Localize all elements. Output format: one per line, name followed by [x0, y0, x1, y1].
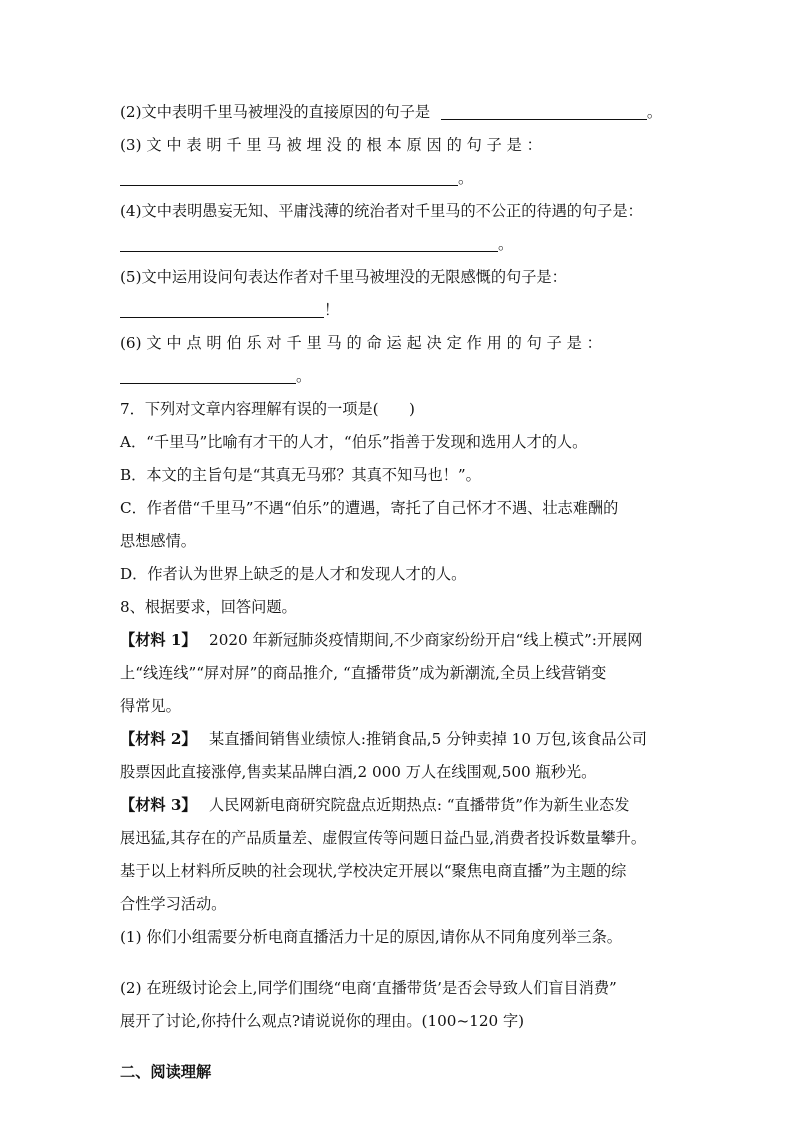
- spacer: [120, 1038, 680, 1056]
- answer-blank[interactable]: [120, 233, 498, 252]
- material-3-tag: 【材料 3】: [120, 796, 190, 814]
- q7-option-a[interactable]: A．“千里马”比喻有才干的人才，“伯乐”指善于发现和选用人才的人。: [120, 433, 588, 451]
- q6-item-5-text: (5)文中运用设问句表达作者对千里马被埋没的无限感慨的句子是：: [120, 268, 567, 286]
- q6-item-6-answer: 。: [120, 360, 680, 393]
- context-line-1: 基于以上材料所反映的社会现状,学校决定开展以“聚焦电商直播”为主题的综: [120, 862, 627, 880]
- answer-blank[interactable]: [120, 365, 296, 384]
- context-line-2: 合性学习活动。: [120, 895, 227, 913]
- q6-item-5: [120, 261, 680, 294]
- q7-option-c-cont: 思想感情。: [120, 532, 196, 550]
- q7-stem: 7．下列对文章内容理解有误的一项是( ): [120, 400, 415, 418]
- q8-sub-question-1: (1) 你们小组需要分析电商直播活力十足的原因,请你从不同角度列举三条。: [120, 928, 622, 946]
- q8-sub-question-2-line-2: 展开了讨论,你持什么观点?请说说你的理由。(100~120 字): [120, 1012, 525, 1030]
- answer-blank[interactable]: [441, 101, 647, 120]
- q6-item-3-answer: 。: [120, 162, 680, 195]
- material-2-tag: 【材料 2】: [120, 730, 190, 748]
- material-1-line-3: 得常见。: [120, 697, 181, 715]
- q7-option-d[interactable]: D．作者认为世界上缺乏的是人才和发现人才的人。: [120, 565, 467, 583]
- q6-item-3-text: (3) 文 中 表 明 千 里 马 被 埋 没 的 根 本 原 因 的 句 子 是 ：: [120, 136, 542, 154]
- material-1-line-2: 上“线连线”“屏对屏”的商品推介, “直播带货”成为新潮流,全员上线营销变: [120, 664, 607, 682]
- q8-sub-question-2-line-1: (2) 在班级讨论会上,同学们围绕“电商‘直播带货’是否会导致人们盲目消费”: [120, 979, 617, 997]
- q6-item-6: [120, 327, 680, 360]
- answer-blank[interactable]: [120, 299, 324, 318]
- q6-item-2: (2)文中表明千里马被埋没的直接原因的句子是 。: [120, 103, 663, 121]
- q6-item-5-answer: ！: [120, 294, 680, 327]
- q6-item-6-text: (6) 文 中 点 明 伯 乐 对 千 里 马 的 命 运 起 决 定 作 用 的 句 子 是 ：: [120, 334, 602, 352]
- q6-item-3: [120, 129, 680, 162]
- answer-blank[interactable]: [120, 167, 458, 186]
- answer-space[interactable]: [120, 954, 680, 972]
- q7-option-b[interactable]: B．本文的主旨句是“其真无马邪？其真不知马也！”。: [120, 466, 481, 484]
- q6-item-4: [120, 195, 680, 228]
- section-title: 二、阅读理解: [120, 1063, 212, 1081]
- q6-item-2-text: (2)文中表明千里马被埋没的直接原因的句子是: [120, 103, 431, 121]
- q6-item-4-text: (4)文中表明愚妄无知、平庸浅薄的统治者对千里马的不公正的待遇的句子是：: [120, 202, 643, 220]
- material-1-line-1: 【材料 1】 2020 年新冠肺炎疫情期间,不少商家纷纷开启“线上模式”:开展网: [120, 631, 643, 649]
- material-2-line-1: 【材料 2】 某直播间销售业绩惊人:推销食品,5 分钟卖掉 10 万包,该食品公司: [120, 730, 647, 748]
- q8-stem: 8、根据要求，回答问题。: [120, 598, 297, 616]
- material-3-line-2: 展迅猛,其存在的产品质量差、虚假宣传等问题日益凸显,消费者投诉数量攀升。: [120, 829, 647, 847]
- material-2-line-2: 股票因此直接涨停,售卖某品牌白酒,2 000 万人在线围观,500 瓶秒光。: [120, 763, 597, 781]
- q7-option-c[interactable]: C．作者借“千里马”不遇“伯乐”的遭遇，寄托了自己怀才不遇、壮志难酬的: [120, 499, 619, 517]
- worksheet-page: [120, 96, 680, 1089]
- material-1-tag: 【材料 1】: [120, 631, 190, 649]
- material-3-line-1: 【材料 3】 人民网新电商研究院盘点近期热点: “直播带货”作为新生业态发: [120, 796, 630, 814]
- q6-item-4-answer: 。: [120, 228, 680, 261]
